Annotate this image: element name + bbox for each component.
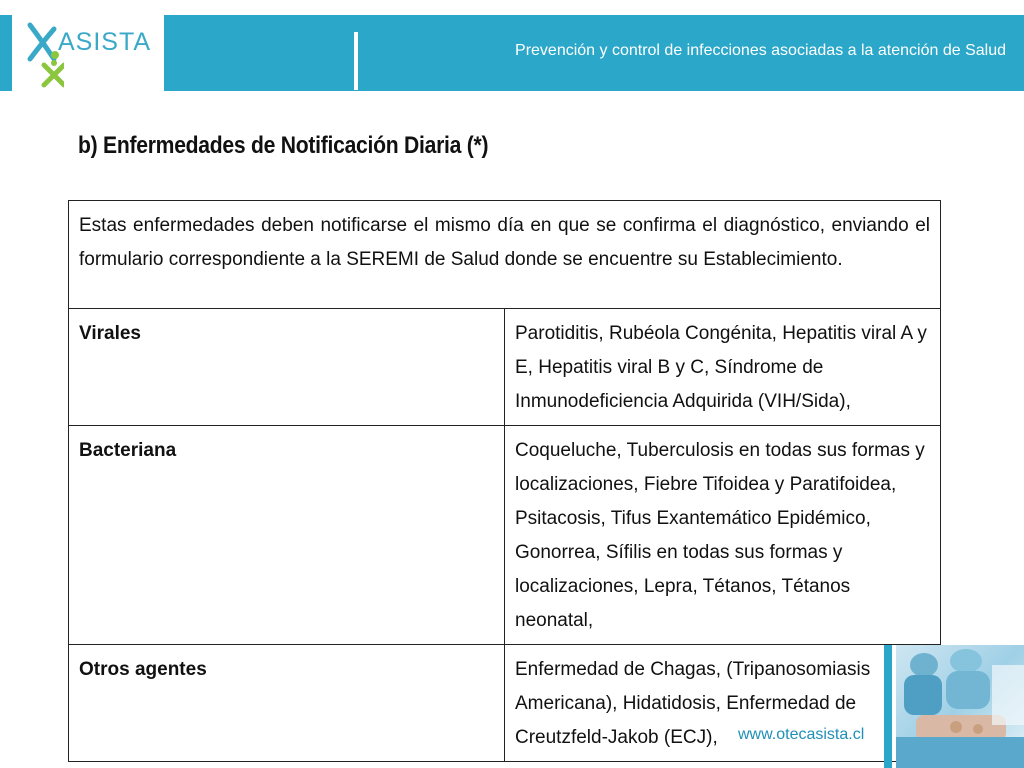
row-text-otros-agentes: Enfermedad de Chagas, (Tripanosomiasis Americana), Hidatidosis, Enfermedad de Creutzfeld-Jakob (ECJ), xyxy=(505,645,941,762)
table-row xyxy=(69,309,941,426)
table-row-intro xyxy=(69,201,941,309)
footer-accent-bar xyxy=(884,645,892,768)
asista-logo xyxy=(24,15,164,91)
intro-cell xyxy=(69,201,941,309)
intro-text: Estas enfermedades deben notificarse el mismo día en que se confirma el diagnóstico, enviando el formulario correspondiente a la SEREMI de Salud donde se encuentre su Establecimiento. xyxy=(79,215,930,270)
table-row xyxy=(69,426,941,645)
header-divider xyxy=(354,32,358,90)
logo-text: ASISTA xyxy=(58,28,152,56)
surgery-photo-image xyxy=(896,645,1024,768)
footer-url-link[interactable]: www.otecasista.cl xyxy=(738,726,865,743)
row-label-bacteriana: Bacteriana xyxy=(69,426,505,645)
row-text-bacteriana: Coqueluche, Tuberculosis en todas sus formas y localizaciones, Fiebre Tifoidea y Paratifoidea, Psitacosis, Tifus Exantemático Epidémico, Gonorrea, Sífilis en todas sus formas y localizaciones, Lepra, Tétanos, Tétanos neonatal, xyxy=(505,426,941,645)
notification-table xyxy=(68,200,941,762)
row-text-virales: Parotiditis, Rubéola Congénita, Hepatitis viral A y E, Hepatitis viral B y C, Síndrome de Inmunodeficiencia Adquirida (VIH/Sida), xyxy=(505,309,941,426)
footer-medical-photo xyxy=(896,645,1024,768)
row-label-virales: Virales xyxy=(69,309,505,426)
row-label-otros-agentes: Otros agentes xyxy=(69,645,505,762)
section-title: b) Enfermedades de Notificación Diaria (*) xyxy=(78,132,489,159)
header-left-accent-bar xyxy=(0,15,12,91)
header-title: Prevención y control de infecciones asociadas a la atención de Salud xyxy=(515,42,1006,59)
